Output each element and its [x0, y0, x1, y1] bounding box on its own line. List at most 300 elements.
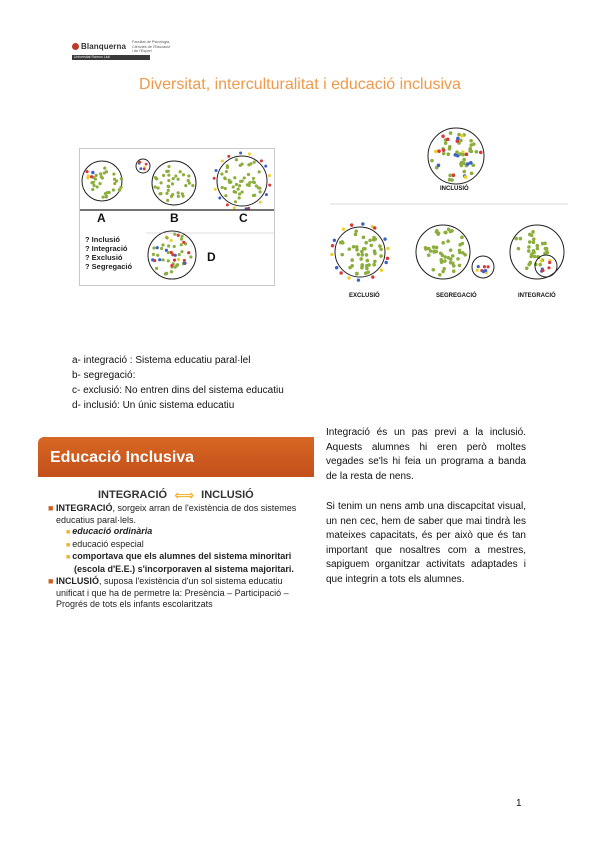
dot — [113, 178, 116, 181]
dot — [458, 152, 462, 156]
dot — [380, 269, 383, 272]
dot — [226, 166, 229, 169]
dot — [119, 186, 122, 189]
dot — [452, 269, 456, 273]
dot — [165, 272, 168, 275]
dot — [371, 275, 374, 278]
dot — [253, 161, 256, 164]
para2-bold: INCLUSIÓ — [55, 576, 99, 586]
dot — [545, 247, 549, 251]
dot — [233, 176, 236, 179]
dot — [180, 250, 183, 253]
dot — [224, 194, 227, 197]
label-d: D — [207, 250, 216, 264]
dot — [138, 161, 141, 164]
circle-integracio-inner — [535, 255, 557, 277]
dot — [530, 252, 534, 256]
logo-name: Blanquerna — [81, 42, 127, 52]
dot — [459, 139, 463, 143]
dot — [177, 258, 180, 261]
dot — [365, 253, 369, 257]
dot — [252, 194, 255, 197]
dot — [153, 259, 156, 262]
dot — [437, 149, 441, 153]
dot — [238, 192, 241, 195]
sub-bullet-icon: ■ — [66, 554, 73, 561]
dot — [439, 258, 443, 262]
dot — [171, 193, 174, 196]
dot — [543, 242, 547, 246]
dot — [442, 148, 446, 152]
dot — [179, 170, 182, 173]
slide-header — [38, 437, 314, 477]
dot — [100, 175, 103, 178]
dot — [441, 270, 445, 274]
subitem-2-text: educació especial — [72, 538, 144, 549]
dot — [182, 173, 185, 176]
dot — [384, 261, 387, 264]
dot — [99, 172, 102, 175]
dot — [434, 150, 438, 154]
dot — [378, 244, 382, 248]
dot — [241, 162, 244, 165]
dot — [383, 237, 386, 240]
dot — [446, 138, 450, 142]
dot — [155, 267, 158, 270]
slide-subitem-1 — [48, 526, 310, 539]
dot — [90, 175, 93, 178]
dot — [466, 162, 470, 166]
dot — [247, 173, 250, 176]
slide-subitem-3 — [48, 551, 310, 575]
dot — [464, 175, 468, 179]
figure-right — [328, 120, 568, 310]
dot — [427, 253, 431, 257]
dot — [348, 266, 352, 270]
dot — [437, 164, 441, 168]
dot — [224, 187, 227, 190]
dot — [252, 177, 255, 180]
legend-exclusio: ? Exclusió — [85, 253, 123, 262]
dot — [352, 245, 356, 249]
dot — [449, 248, 453, 252]
dot — [187, 251, 190, 254]
dot — [386, 247, 389, 250]
legend-segregacio: ? Segregació — [85, 262, 133, 271]
dot — [386, 257, 389, 260]
dot — [264, 165, 267, 168]
dot — [248, 181, 251, 184]
dot — [167, 174, 170, 177]
dot — [347, 247, 351, 251]
sub-bullet-icon: ■ — [66, 541, 73, 549]
dot — [455, 150, 459, 154]
dot — [431, 268, 435, 272]
dot — [177, 191, 180, 194]
dot — [167, 189, 170, 192]
para1-bold: INTEGRACIÓ — [55, 503, 113, 513]
dot — [233, 206, 236, 209]
bullet-icon: ■ — [48, 503, 56, 513]
dot — [373, 260, 377, 264]
dot — [424, 247, 428, 251]
dot — [180, 243, 183, 246]
dot — [357, 278, 360, 281]
dot — [361, 222, 364, 225]
dot — [540, 259, 543, 262]
dot — [331, 244, 334, 247]
dot — [251, 180, 254, 183]
dot — [187, 179, 190, 182]
dot — [154, 176, 157, 179]
dot — [333, 239, 336, 242]
dot — [171, 182, 174, 185]
legend-inclusio: ? Inclusió — [85, 235, 121, 244]
dot — [228, 181, 231, 184]
dot — [362, 247, 366, 251]
dot — [432, 245, 436, 249]
dot — [113, 182, 116, 185]
dot — [167, 244, 170, 247]
dot — [373, 249, 377, 253]
dot — [354, 229, 358, 233]
dot — [103, 171, 106, 174]
dot — [103, 166, 106, 169]
dot — [452, 264, 456, 268]
dot — [91, 188, 94, 191]
dot — [362, 236, 366, 240]
dot — [118, 188, 121, 191]
dot — [183, 262, 186, 265]
dot — [446, 239, 450, 243]
dot — [372, 263, 376, 267]
dot — [172, 177, 175, 180]
dot — [112, 188, 115, 191]
dot — [166, 236, 169, 239]
dot — [233, 190, 236, 193]
dot — [441, 135, 445, 139]
slide-subitem-2 — [48, 539, 310, 552]
dot — [218, 197, 221, 200]
dot — [162, 258, 165, 261]
dot — [360, 266, 364, 270]
dot — [239, 180, 242, 183]
dot — [260, 159, 263, 162]
dot — [443, 255, 447, 259]
dot — [456, 257, 460, 261]
dot — [448, 145, 452, 149]
dot — [221, 186, 224, 189]
dot — [364, 271, 368, 275]
dot — [156, 186, 159, 189]
dot — [477, 265, 480, 268]
dot — [458, 264, 462, 268]
dot — [160, 247, 163, 250]
dot — [448, 174, 452, 178]
dot — [106, 191, 109, 194]
double-arrow-icon: ⟺ — [174, 486, 195, 503]
subitem-3-text: comportava que els alumnes del sistema minoritari (escola d'E.E.) s'incorporaven al sistema majoritari. — [72, 551, 294, 574]
logo-sub-2: Ciències de l'Educació — [132, 44, 171, 49]
slide-title: Educació Inclusiva — [50, 449, 195, 466]
dot — [451, 254, 455, 258]
dot — [356, 253, 360, 257]
dot — [91, 171, 94, 174]
dot — [238, 196, 241, 199]
figure-right-drawing — [328, 120, 568, 310]
dot — [529, 261, 533, 265]
dot — [483, 265, 486, 268]
logo-sub-1: Facultat de Psicologia, — [132, 40, 171, 44]
logo-bar: Universitat Ramon Llull — [72, 55, 150, 60]
dot — [458, 251, 462, 255]
dot — [536, 247, 540, 251]
sub-bullet-icon: ■ — [66, 529, 73, 536]
dot — [525, 266, 529, 270]
dot — [220, 172, 223, 175]
dot — [167, 251, 170, 254]
slide-educacio-inclusiva — [38, 437, 314, 630]
dot — [156, 254, 159, 257]
dot — [546, 251, 550, 255]
dot — [533, 255, 537, 259]
dot — [373, 237, 377, 241]
dot — [457, 133, 461, 137]
dot — [365, 267, 369, 271]
dot — [379, 247, 383, 251]
dot — [166, 199, 169, 202]
slide-subtitle — [98, 486, 254, 503]
dot — [465, 153, 469, 157]
dot — [159, 181, 162, 184]
dot — [224, 177, 227, 180]
subitem-1-text: educació ordinària — [72, 526, 153, 536]
dot — [448, 178, 452, 182]
dot — [462, 170, 466, 174]
dot — [532, 240, 536, 244]
dot — [259, 201, 262, 204]
dot — [449, 131, 453, 135]
dot — [463, 253, 467, 257]
dot — [167, 259, 170, 262]
dot — [101, 196, 104, 199]
dot — [469, 143, 473, 147]
dot — [85, 170, 88, 173]
dot — [181, 195, 184, 198]
dot — [162, 174, 165, 177]
slide-para-1 — [48, 503, 310, 526]
dot — [174, 266, 177, 269]
dot — [171, 253, 174, 256]
dot — [469, 139, 473, 143]
dot — [476, 269, 479, 272]
dot — [531, 230, 535, 234]
dot — [442, 152, 446, 156]
dot — [158, 192, 161, 195]
dot — [447, 256, 451, 260]
dot — [458, 243, 462, 247]
dot — [120, 177, 123, 180]
dot — [370, 244, 374, 248]
dot — [354, 233, 358, 237]
circle-exclusio — [335, 227, 385, 277]
dot — [154, 185, 157, 188]
dot — [112, 172, 115, 175]
page-title: Diversitat, interculturalitat i educació inclusiva — [139, 76, 461, 93]
dot — [547, 266, 550, 269]
dot — [268, 184, 271, 187]
dot — [528, 240, 532, 244]
dot — [368, 239, 372, 243]
dot — [519, 237, 523, 241]
label-integracio: INTEGRACIÓ — [518, 293, 556, 299]
dot — [235, 158, 238, 161]
dot — [452, 173, 456, 177]
dot — [105, 195, 108, 198]
dot — [225, 170, 228, 173]
dot — [548, 261, 551, 264]
dot — [468, 147, 472, 151]
dot — [435, 230, 439, 234]
dot — [166, 185, 169, 188]
dot — [246, 183, 249, 186]
label-segregacio: SEGREGACIÓ — [436, 293, 477, 299]
dot — [257, 186, 260, 189]
dot — [156, 246, 159, 249]
dot — [441, 241, 445, 245]
dot — [258, 170, 261, 173]
dot — [355, 245, 359, 249]
dot — [180, 235, 183, 238]
logo-sub-3: i de l'Esport — [132, 49, 152, 53]
header-logo — [72, 40, 182, 62]
dot — [532, 237, 536, 241]
dot — [221, 159, 224, 162]
label-c: C — [239, 211, 248, 225]
answer-b: b- segregació: — [72, 370, 136, 381]
dot — [174, 174, 177, 177]
dot — [339, 271, 342, 274]
dot — [444, 141, 448, 145]
subtitle-inclusio: INCLUSIÓ — [201, 489, 254, 501]
dot — [364, 241, 368, 245]
dot — [189, 255, 192, 258]
circle-b-small — [136, 159, 150, 173]
dot — [373, 226, 376, 229]
right-paragraph-1: Integració és un pas previ a la inclusió. Aquests alumnes hi eren però moltes vegades se'ls hi feia un programa a banda de la resta de nens. — [326, 427, 526, 482]
dot — [335, 266, 338, 269]
dot — [470, 172, 474, 176]
dot — [432, 249, 436, 253]
dot — [248, 153, 251, 156]
dot — [460, 164, 464, 168]
dot — [152, 246, 155, 249]
dot — [487, 265, 490, 268]
dot — [443, 231, 447, 235]
dot — [482, 270, 485, 273]
dot — [360, 253, 364, 257]
dot — [187, 174, 190, 177]
dot — [177, 234, 180, 237]
dot — [460, 236, 464, 240]
dot — [342, 228, 345, 231]
answer-d: d- inclusió: Un únic sistema educatiu — [72, 400, 235, 411]
dot — [213, 177, 216, 180]
dot — [514, 237, 518, 241]
dot — [527, 245, 531, 249]
page-number: 1 — [516, 798, 522, 809]
dot — [347, 276, 350, 279]
dot — [158, 258, 161, 261]
dot — [226, 203, 229, 206]
dot — [355, 272, 359, 276]
label-inclusio: INCLUSIÓ — [440, 186, 469, 192]
dot — [538, 263, 542, 267]
dot — [152, 253, 155, 256]
para2-text: , suposa l'existència d'un sol sistema educatiu unificat i que ha de permetre la: Presència – Participació – Progrés de tots els infants escolaritzats — [56, 576, 289, 609]
dot — [438, 273, 442, 277]
answers-list — [72, 353, 332, 413]
dot — [177, 195, 180, 198]
dot — [167, 170, 170, 173]
right-paragraph-2: Si tenim un nens amb una discapcitat visual, un nen cec, hem de saber que mai tindrà les mateixes capacitats, és per això que és tan important que nosaltres com a mestres, sapiguem organitzar activitats adaptades i que integrin a tots els alumnes. — [326, 501, 526, 585]
dot — [95, 174, 98, 177]
legend-list — [85, 235, 132, 271]
dot — [443, 259, 447, 263]
slide-para-2 — [48, 576, 310, 611]
dot — [96, 185, 99, 188]
dot — [173, 258, 176, 261]
dot — [227, 155, 230, 158]
dot — [265, 193, 268, 196]
dot — [238, 184, 241, 187]
dot — [145, 163, 148, 166]
slide-body — [48, 503, 310, 611]
dot — [184, 184, 187, 187]
para1-text: , sorgeix arran de l'existència de dos sistemes educatius paral·lels. — [56, 503, 297, 525]
dot — [232, 185, 235, 188]
label-a: A — [97, 211, 106, 225]
dot — [167, 179, 170, 182]
dot — [92, 181, 95, 184]
dot — [517, 247, 521, 251]
dot — [247, 163, 250, 166]
dot — [234, 200, 237, 203]
dot — [456, 137, 460, 141]
dot — [243, 176, 246, 179]
dot — [176, 178, 179, 181]
dot — [447, 228, 451, 232]
dot — [235, 183, 238, 186]
dot — [474, 150, 478, 154]
dot — [237, 187, 240, 190]
dot — [430, 159, 434, 163]
dot — [446, 152, 450, 156]
dot — [479, 151, 483, 155]
dot — [340, 240, 344, 244]
dot — [169, 239, 172, 242]
label-exclusio: EXCLUSIÓ — [349, 293, 380, 299]
dot — [161, 243, 164, 246]
dot — [469, 161, 473, 165]
dot — [527, 249, 531, 253]
dot — [241, 190, 244, 193]
dot — [330, 253, 333, 256]
dot — [143, 168, 146, 171]
answer-a: a- integració : Sistema educatiu paral·lel — [72, 355, 251, 366]
dot — [215, 169, 218, 172]
dot — [170, 264, 173, 267]
